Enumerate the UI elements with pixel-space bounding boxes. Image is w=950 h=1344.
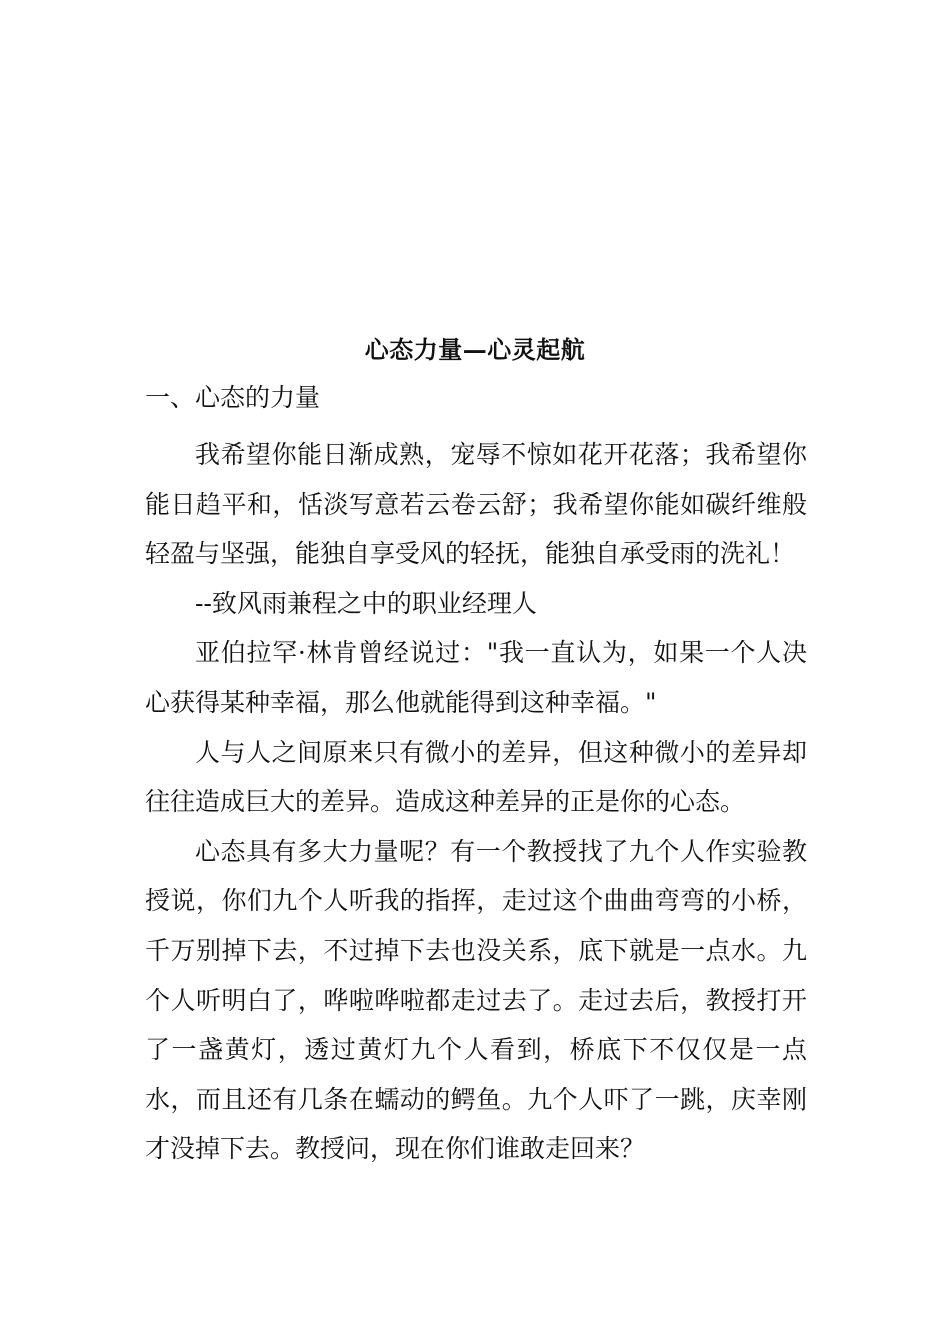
section-heading: 一、心态的力量: [145, 383, 321, 412]
paragraph-dedication: --致风雨兼程之中的职业经理人: [195, 588, 537, 618]
paragraph-differences: 人与人之间原来只有微小的差异，但这种微小的差异却往往造成巨大的差异。造成这种差异的正是你的心态。: [145, 737, 807, 817]
paragraph-lincoln-quote: 亚伯拉罕·林肯曾经说过："我一直认为，如果一个人决心获得某种幸福，那么他就能得到这种幸福。": [145, 638, 807, 717]
paragraph-wishes: 我希望你能日渐成熟，宠辱不惊如花开花落；我希望你能日趋平和，恬淡写意若云卷云舒；我希望你能如碳纤维般轻盈与坚强，能独自享受风的轻抚，能独自承受雨的洗礼！: [145, 440, 807, 569]
paragraph-experiment: 心态具有多大力量呢？有一个教授找了九个人作实验教授说，你们九个人听我的指挥，走过这个曲曲弯弯的小桥，千万别掉下去，不过掉下去也没关系，底下就是一点水。九个人听明白了，哗啦哗啦都走过去了。走过去后，教授打开了一盏黄灯，透过黄灯九个人看到，桥底下不仅仅是一点水，而且还有几条在蠕动的鳄鱼。九个人吓了一跳，庆幸刚才没掉下去。教授问，现在你们谁敢走回来？: [145, 836, 807, 1164]
document-title: 心态力量—心灵起航: [364, 335, 586, 364]
body-text: [145, 430, 807, 1174]
